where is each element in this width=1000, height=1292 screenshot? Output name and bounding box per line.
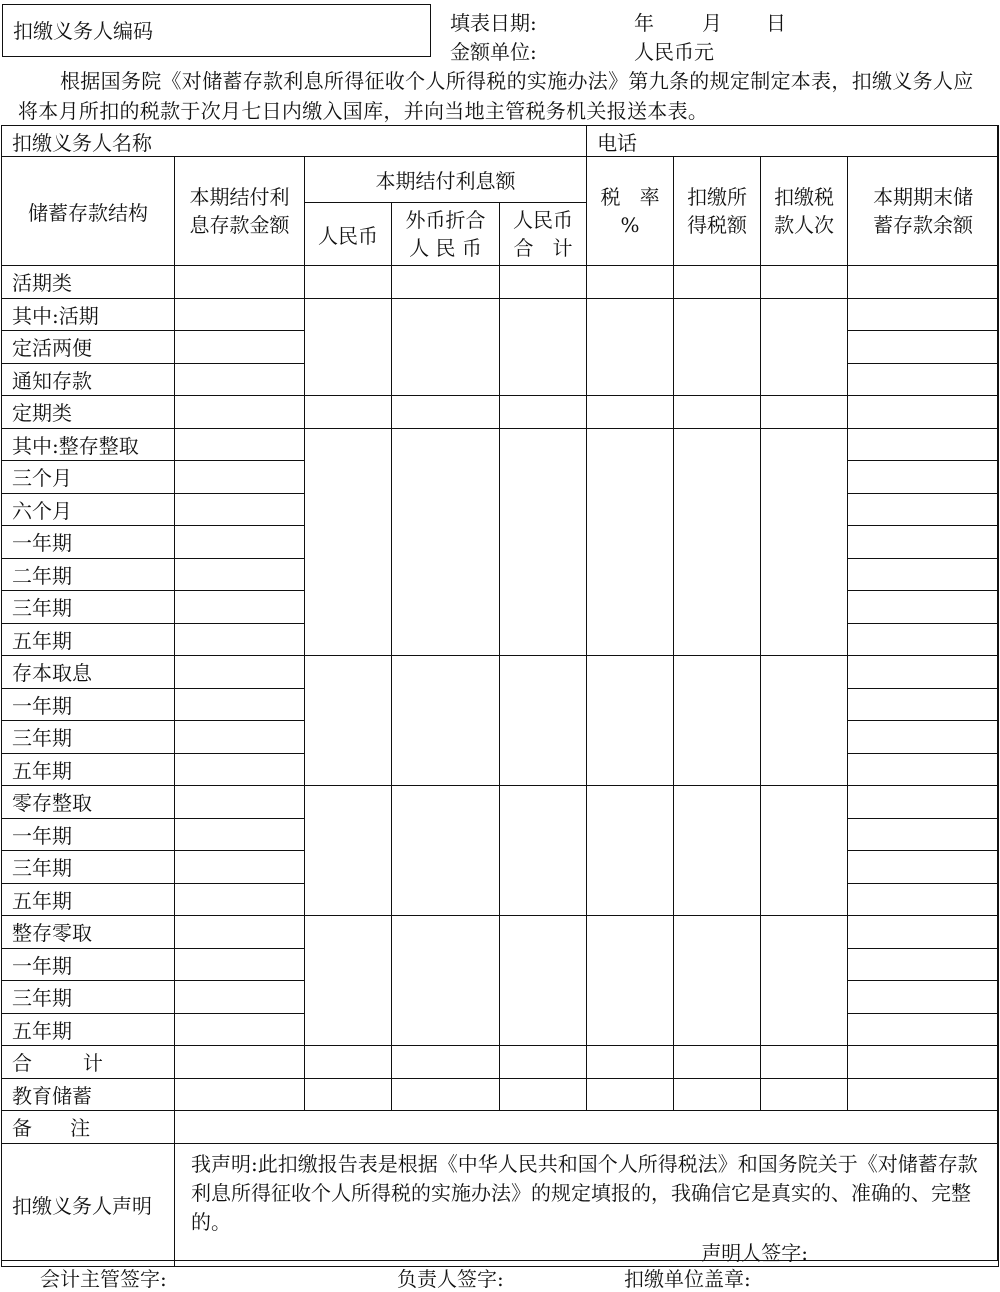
- deposit-amount-cell[interactable]: [175, 331, 305, 364]
- balance-cell[interactable]: [848, 851, 999, 884]
- deposit-amount-cell[interactable]: [175, 916, 305, 949]
- declaration-text: 我声明:此扣缴报告表是根据《中华人民共和国个人所得税法》和国务院关于《对储蓄存款利息所得征收个人所得税的实施办法》的规定填报的，我确信它是真实的、准确的、完整的。: [191, 1151, 978, 1234]
- accounting-sign-label: 会计主管签字:: [40, 1267, 167, 1291]
- balance-cell[interactable]: [848, 721, 999, 754]
- balance-cell[interactable]: [848, 883, 999, 916]
- declarant-sign-label[interactable]: 声明人签字:: [701, 1240, 809, 1265]
- total-row-cell[interactable]: [761, 1046, 848, 1079]
- deposit-amount-cell[interactable]: [175, 656, 305, 689]
- deposit-amount-cell[interactable]: [175, 428, 305, 461]
- tax-cell[interactable]: [674, 298, 761, 396]
- balance-cell[interactable]: [848, 948, 999, 981]
- rate-cell[interactable]: [587, 428, 674, 656]
- balance-cell[interactable]: [848, 493, 999, 526]
- withholder-code-label: 扣缴义务人编码: [13, 19, 153, 43]
- col-balance-header: 本期期末储 蓄存款余额: [848, 157, 999, 266]
- count-cell[interactable]: [761, 266, 848, 299]
- total-cell[interactable]: [500, 396, 587, 429]
- deposit-amount-cell[interactable]: [175, 591, 305, 624]
- row-label: 一年期: [2, 688, 175, 721]
- balance-cell[interactable]: [848, 331, 999, 364]
- total-cell[interactable]: [500, 916, 587, 1046]
- balance-cell[interactable]: [848, 688, 999, 721]
- col-tax-header: 扣缴所 得税额: [674, 157, 761, 266]
- rate-cell[interactable]: [587, 656, 674, 786]
- count-cell[interactable]: [761, 298, 848, 396]
- row-label: 其中:整存整取: [2, 428, 175, 461]
- row-label: 五年期: [2, 1013, 175, 1046]
- leader-sign-label: 负责人签字:: [397, 1267, 504, 1291]
- row-label: 一年期: [2, 948, 175, 981]
- row-label: 二年期: [2, 558, 175, 591]
- balance-cell[interactable]: [848, 981, 999, 1014]
- deposit-amount-cell[interactable]: [175, 493, 305, 526]
- deposit-amount-cell[interactable]: [175, 396, 305, 429]
- rmb-cell[interactable]: [305, 656, 392, 786]
- rate-cell[interactable]: [587, 266, 674, 299]
- deposit-amount-cell[interactable]: [175, 818, 305, 851]
- balance-cell[interactable]: [848, 591, 999, 624]
- amount-unit-label: 金额单位:: [450, 40, 537, 64]
- row-label: 通知存款: [2, 363, 175, 396]
- row-label: 六个月: [2, 493, 175, 526]
- rmb-cell[interactable]: [305, 916, 392, 1046]
- table-row: [2, 786, 999, 819]
- education-row-cell[interactable]: [175, 1078, 305, 1111]
- count-cell[interactable]: [761, 396, 848, 429]
- total-cell[interactable]: [500, 786, 587, 916]
- row-label: 三年期: [2, 981, 175, 1014]
- deposit-amount-cell[interactable]: [175, 948, 305, 981]
- total-row: [2, 1046, 999, 1079]
- total-cell[interactable]: [500, 428, 587, 656]
- fx-cell[interactable]: [392, 428, 500, 656]
- remarks-label: 备 注: [2, 1111, 175, 1144]
- balance-cell[interactable]: [848, 818, 999, 851]
- rmb-cell[interactable]: [305, 298, 392, 396]
- deposit-amount-cell[interactable]: [175, 363, 305, 396]
- deposit-amount-cell[interactable]: [175, 851, 305, 884]
- table-row: [2, 266, 999, 299]
- tax-cell[interactable]: [674, 396, 761, 429]
- fill-date-year: 年: [634, 11, 654, 35]
- col-fx-header: 外币折合 人 民 币: [392, 203, 500, 266]
- rate-cell[interactable]: [587, 298, 674, 396]
- remarks-field[interactable]: [175, 1111, 999, 1144]
- table-row: [2, 396, 999, 429]
- total-row-cell[interactable]: [392, 1046, 500, 1079]
- withholder-name-label: 扣缴义务人名称: [2, 126, 587, 157]
- balance-cell[interactable]: [848, 266, 999, 299]
- deposit-amount-cell[interactable]: [175, 753, 305, 786]
- deposit-amount-cell[interactable]: [175, 721, 305, 754]
- remarks-row: [2, 1111, 999, 1144]
- fx-cell[interactable]: [392, 396, 500, 429]
- fx-cell[interactable]: [392, 916, 500, 1046]
- withholding-report-table: [1, 125, 999, 1267]
- deposit-amount-cell[interactable]: [175, 526, 305, 559]
- fx-cell[interactable]: [392, 786, 500, 916]
- fill-date-label: 填表日期:: [450, 11, 537, 35]
- amount-unit-value: 人民币元: [634, 40, 714, 64]
- row-label: 其中:活期: [2, 298, 175, 331]
- balance-cell[interactable]: [848, 363, 999, 396]
- row-label: 三个月: [2, 461, 175, 494]
- declaration-row: [2, 1143, 999, 1266]
- education-row-cell[interactable]: [848, 1078, 999, 1111]
- count-cell[interactable]: [761, 786, 848, 916]
- fill-date-day: 日: [766, 11, 786, 35]
- education-row-cell[interactable]: [587, 1078, 674, 1111]
- count-cell[interactable]: [761, 656, 848, 786]
- fx-cell[interactable]: [392, 298, 500, 396]
- deposit-amount-cell[interactable]: [175, 1013, 305, 1046]
- row-label: 活期类: [2, 266, 175, 299]
- education-row-cell[interactable]: [305, 1078, 392, 1111]
- tax-cell[interactable]: [674, 656, 761, 786]
- deposit-amount-cell[interactable]: [175, 688, 305, 721]
- table-row: [2, 916, 999, 949]
- row-label: 三年期: [2, 721, 175, 754]
- declaration-cell: [175, 1143, 999, 1266]
- total-row-cell[interactable]: [305, 1046, 392, 1079]
- table-row: [2, 656, 999, 689]
- balance-cell[interactable]: [848, 623, 999, 656]
- intro-paragraph: 根据国务院《对储蓄存款利息所得征收个人所得税的实施办法》第九条的规定制定本表，扣缴义务人应将本月所扣的税款于次月七日内缴入国库，并向当地主管税务机关报送本表。: [18, 69, 974, 123]
- deposit-amount-cell[interactable]: [175, 558, 305, 591]
- phone-label: 电话: [587, 126, 999, 157]
- col-deposit-header: 本期结付利 息存款金额: [175, 157, 305, 266]
- table-row: [2, 298, 999, 331]
- education-row-label: 教育储蓄: [2, 1078, 175, 1111]
- row-label: 五年期: [2, 753, 175, 786]
- balance-cell[interactable]: [848, 298, 999, 331]
- row-label: 整存零取: [2, 916, 175, 949]
- balance-cell[interactable]: [848, 753, 999, 786]
- deposit-amount-cell[interactable]: [175, 883, 305, 916]
- tax-cell[interactable]: [674, 786, 761, 916]
- row-label: 一年期: [2, 818, 175, 851]
- rmb-cell[interactable]: [305, 396, 392, 429]
- deposit-amount-cell[interactable]: [175, 461, 305, 494]
- fill-date-month: 月: [702, 11, 722, 35]
- fx-cell[interactable]: [392, 656, 500, 786]
- count-cell[interactable]: [761, 428, 848, 656]
- col-rmb-header: 人民币: [305, 203, 392, 266]
- balance-cell[interactable]: [848, 916, 999, 949]
- table-row: [2, 428, 999, 461]
- total-cell[interactable]: [500, 266, 587, 299]
- row-label: 五年期: [2, 883, 175, 916]
- deposit-amount-cell[interactable]: [175, 623, 305, 656]
- rate-cell[interactable]: [587, 786, 674, 916]
- rate-cell[interactable]: [587, 396, 674, 429]
- row-label: 存本取息: [2, 656, 175, 689]
- tax-cell[interactable]: [674, 428, 761, 656]
- balance-cell[interactable]: [848, 656, 999, 689]
- col-rate-header: 税 率 %: [587, 157, 674, 266]
- total-cell[interactable]: [500, 298, 587, 396]
- total-row-cell[interactable]: [848, 1046, 999, 1079]
- fx-cell[interactable]: [392, 266, 500, 299]
- balance-cell[interactable]: [848, 428, 999, 461]
- education-row-cell[interactable]: [500, 1078, 587, 1111]
- row-label: 三年期: [2, 851, 175, 884]
- deposit-amount-cell[interactable]: [175, 981, 305, 1014]
- rate-cell[interactable]: [587, 916, 674, 1046]
- education-row-cell[interactable]: [392, 1078, 500, 1111]
- balance-cell[interactable]: [848, 786, 999, 819]
- deposit-amount-cell[interactable]: [175, 266, 305, 299]
- row-label: 零存整取: [2, 786, 175, 819]
- row-label: 定活两便: [2, 331, 175, 364]
- balance-cell[interactable]: [848, 461, 999, 494]
- balance-cell[interactable]: [848, 558, 999, 591]
- row-label: 定期类: [2, 396, 175, 429]
- declaration-label: 扣缴义务人声明: [2, 1143, 175, 1266]
- col-count-header: 扣缴税 款人次: [761, 157, 848, 266]
- rmb-cell[interactable]: [305, 266, 392, 299]
- row-label: 三年期: [2, 591, 175, 624]
- balance-cell[interactable]: [848, 396, 999, 429]
- withholder-code-field[interactable]: [2, 4, 431, 57]
- tax-cell[interactable]: [674, 916, 761, 1046]
- deposit-amount-cell[interactable]: [175, 786, 305, 819]
- total-row-label: 合 计: [2, 1046, 175, 1079]
- row-label: 一年期: [2, 526, 175, 559]
- rmb-cell[interactable]: [305, 786, 392, 916]
- count-cell[interactable]: [761, 916, 848, 1046]
- rmb-cell[interactable]: [305, 428, 392, 656]
- total-row-cell[interactable]: [175, 1046, 305, 1079]
- education-row: [2, 1078, 999, 1111]
- deposit-amount-cell[interactable]: [175, 298, 305, 331]
- col-structure-header: 储蓄存款结构: [2, 157, 175, 266]
- col-total-header: 人民币 合 计: [500, 203, 587, 266]
- balance-cell[interactable]: [848, 526, 999, 559]
- education-row-cell[interactable]: [761, 1078, 848, 1111]
- col-interest-group-header: 本期结付利息额: [305, 157, 587, 203]
- tax-cell[interactable]: [674, 266, 761, 299]
- total-cell[interactable]: [500, 656, 587, 786]
- education-row-cell[interactable]: [674, 1078, 761, 1111]
- stamp-label: 扣缴单位盖章:: [624, 1267, 751, 1291]
- balance-cell[interactable]: [848, 1013, 999, 1046]
- total-row-cell[interactable]: [674, 1046, 761, 1079]
- total-row-cell[interactable]: [500, 1046, 587, 1079]
- total-row-cell[interactable]: [587, 1046, 674, 1079]
- row-label: 五年期: [2, 623, 175, 656]
